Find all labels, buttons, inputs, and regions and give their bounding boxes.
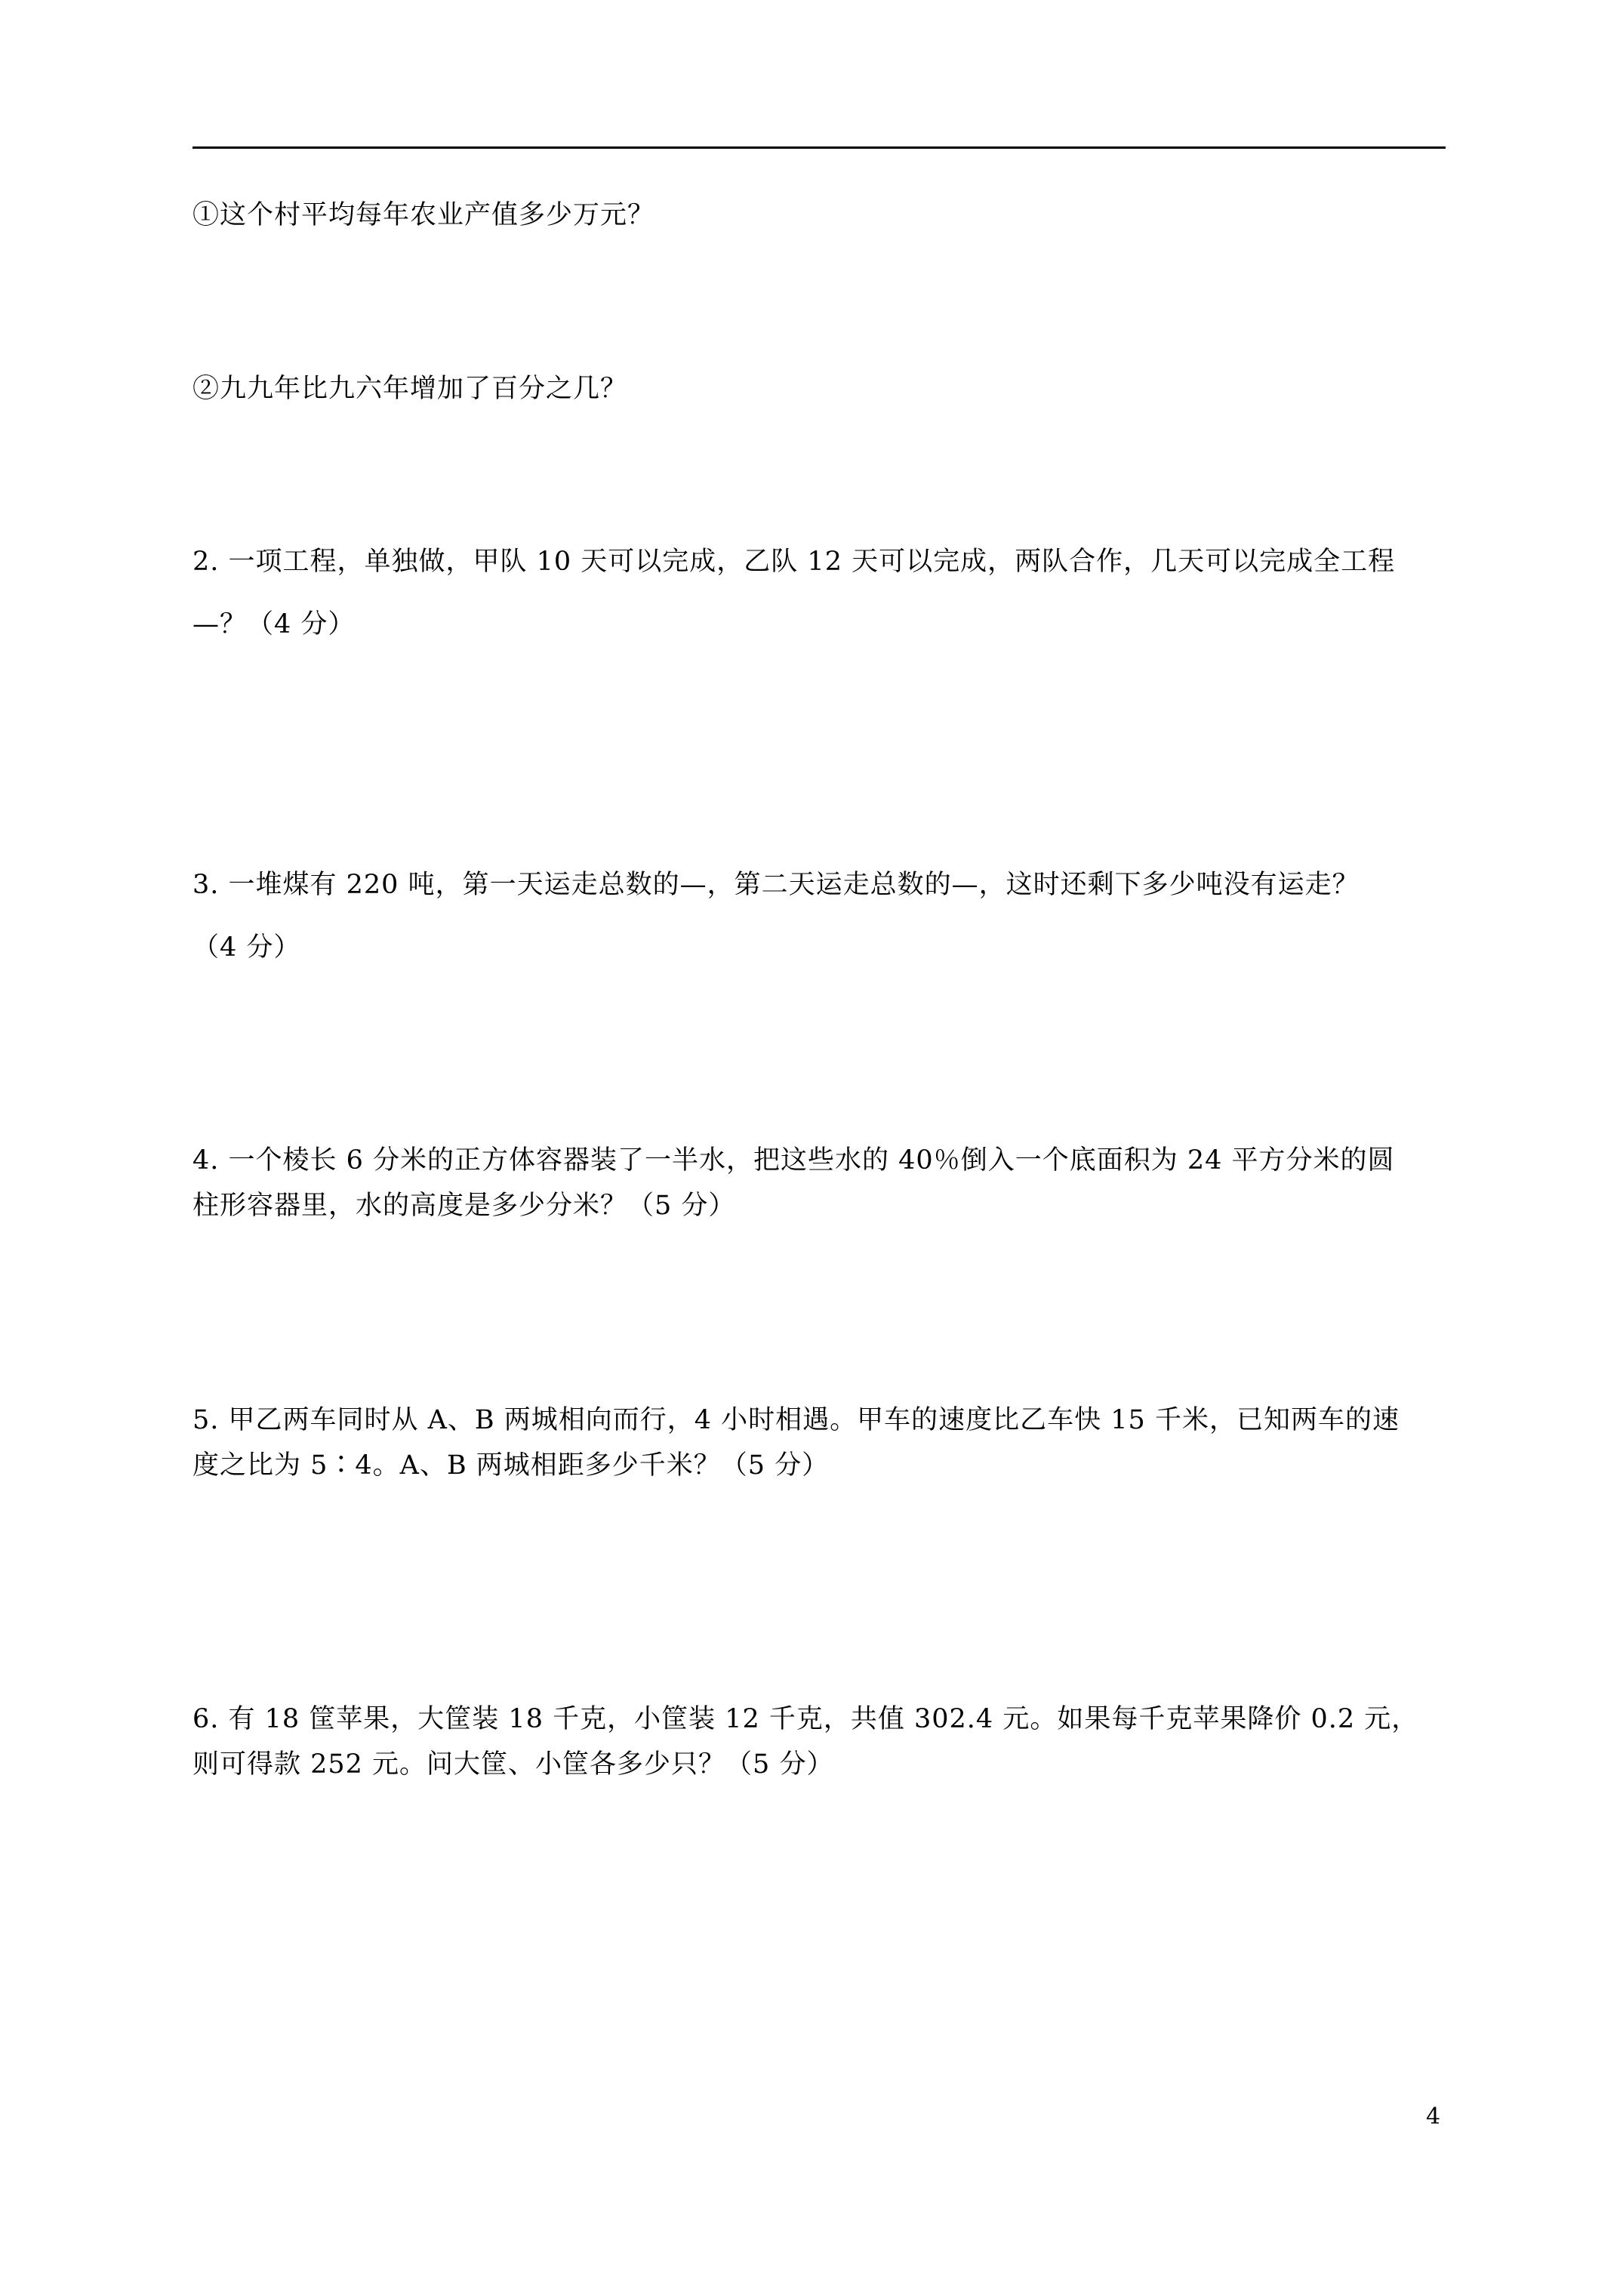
- header-rule: [192, 146, 1446, 149]
- question-3-line-1: 3. 一堆煤有 220 吨，第一天运走总数的—，第二天运走总数的—，这时还剩下多少吨没有运走？: [192, 870, 1360, 900]
- question-2-line-1: 2. 一项工程，单独做，甲队 10 天可以完成，乙队 12 天可以完成，两队合作，几天可以完成全工程: [192, 547, 1396, 577]
- question-4-line-1: 4. 一个棱长 6 分米的正方体容器装了一半水，把这些水的 40％倒入一个底面积为 24 平方分米的圆: [192, 1145, 1395, 1176]
- sub-question-1: ①这个村平均每年农业产值多少万元？: [192, 200, 655, 230]
- question-5-line-2: 度之比为 5∶4。A、B 两城相距多少千米？（5 分）: [192, 1450, 830, 1481]
- page-number: 4: [1426, 2103, 1441, 2130]
- question-2-line-2: —？（4 分）: [192, 609, 356, 639]
- sub-question-2: ②九九年比九六年增加了百分之几？: [192, 374, 628, 404]
- question-5-line-1: 5. 甲乙两车同时从 A、B 两城相向而行，4 小时相遇。甲车的速度比乙车快 15 千米，已知两车的速: [192, 1405, 1400, 1435]
- question-6-line-2: 则可得款 252 元。问大筐、小筐各多少只？（5 分）: [192, 1749, 834, 1780]
- question-6-line-1: 6. 有 18 筐苹果，大筐装 18 千克，小筐装 12 千克，共值 302.4 元。如果每千克苹果降价 0.2 元，: [192, 1704, 1419, 1734]
- question-3-line-2: （4 分）: [192, 932, 301, 963]
- question-4-line-2: 柱形容器里，水的高度是多少分米？（5 分）: [192, 1191, 736, 1221]
